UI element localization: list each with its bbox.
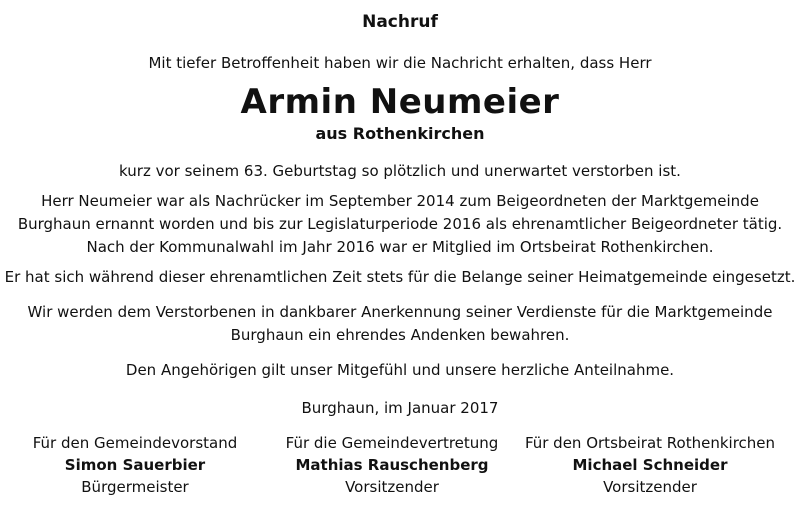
signatory-title: Vorsitzender bbox=[345, 478, 439, 496]
deceased-origin: aus Rothenkirchen bbox=[315, 124, 485, 143]
memory-line: Wir werden dem Verstorbenen in dankbarer Anerkennung seiner Verdienste für die Marktgemeinde bbox=[27, 303, 773, 321]
signatory-name: Simon Sauerbier bbox=[64, 456, 206, 474]
place-date: Burghaun, im Januar 2017 bbox=[301, 399, 499, 417]
signatory-org: Für den Ortsbeirat Rothenkirchen bbox=[524, 434, 776, 452]
career-line: Nach der Kommunalwahl im Jahr 2016 war er Mitglied im Ortsbeirat Rothenkirchen. bbox=[86, 238, 714, 256]
signatory-org: Für die Gemeindevertretung bbox=[285, 434, 499, 452]
signatory-title: Bürgermeister bbox=[81, 478, 189, 496]
death-line: kurz vor seinem 63. Geburtstag so plötzlich und unerwartet verstorben ist. bbox=[119, 162, 681, 180]
condolence-line: Den Angehörigen gilt unser Mitgefühl und unsere herzliche Anteilnahme. bbox=[125, 361, 675, 379]
signatory-local-council bbox=[517, 432, 783, 498]
notice-heading: Nachruf bbox=[362, 12, 438, 32]
signatory-name: Michael Schneider bbox=[572, 456, 728, 474]
signatory-council bbox=[259, 432, 525, 498]
deceased-name: Armin Neumeier bbox=[240, 82, 560, 122]
signatory-title: Vorsitzender bbox=[603, 478, 697, 496]
commitment-line: Er hat sich während dieser ehrenamtlichen Zeit stets für die Belange seiner Heimatgemeinde eingesetzt. bbox=[4, 268, 796, 286]
signatory-municipal-board bbox=[2, 432, 268, 498]
signatory-org: Für den Gemeindevorstand bbox=[32, 434, 238, 452]
intro-line: Mit tiefer Betroffenheit haben wir die Nachricht erhalten, dass Herr bbox=[148, 54, 652, 72]
signatory-name: Mathias Rauschenberg bbox=[295, 456, 489, 474]
signature-block bbox=[0, 432, 800, 512]
memory-line: Burghaun ein ehrendes Andenken bewahren. bbox=[230, 326, 570, 344]
career-line: Burghaun ernannt worden und bis zur Legislaturperiode 2016 als ehrenamtlicher Beigeordneter tätig. bbox=[17, 215, 783, 233]
career-line: Herr Neumeier war als Nachrücker im September 2014 zum Beigeordneten der Marktgemeinde bbox=[41, 192, 759, 210]
